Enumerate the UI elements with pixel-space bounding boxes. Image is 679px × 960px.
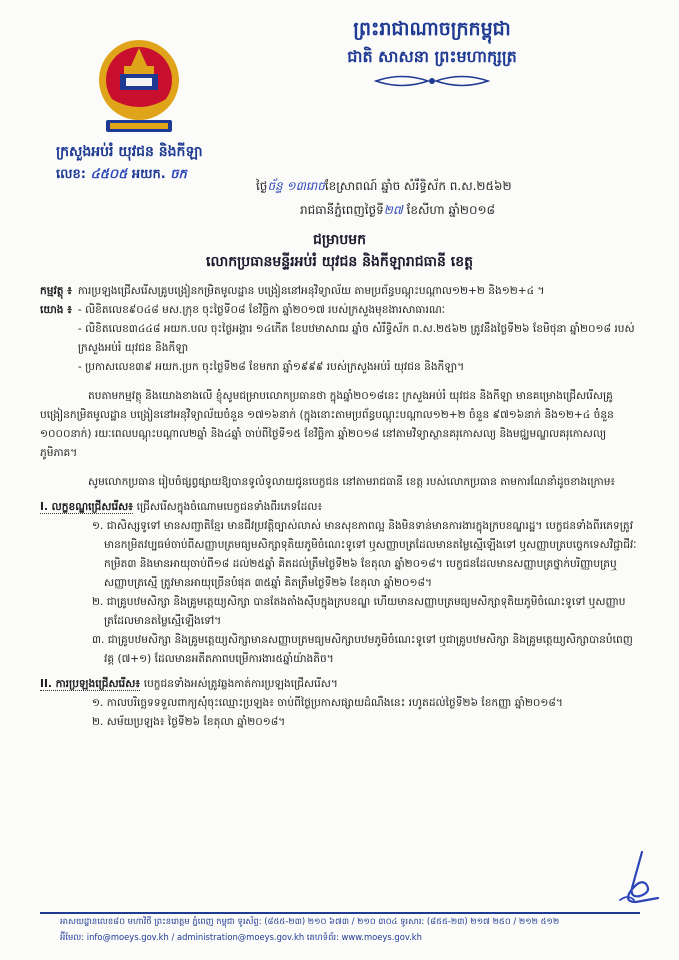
list-item: ១. ជាសិស្សទូទៅ មានសញ្ជាតិខ្មែរ មានជីវប្រវត្តិច្បាស់លាស់ មានសុខភាពល្អ និងមិនទាន់មានការងារក្នុងក្របខណ្ឌរដ្ឋ។ បេក្ខជនទាំងពីរភេទត្រូវមានកម្រិតវប្បធម៌ចាប់ពីសញ្ញាបត្រមធ្យមសិក្សាទុតិយភូមិចំណេះទូទៅ ឬសញ្ញាបត្រដែលមានតម្លៃស្មើឡើងទៅ ឬសញ្ញាបត្របច្ចេកទេសវិជ្ជាជីវៈកម្រិត៣ និងមានអាយុចាប់ពី១៨ ដល់២៥ឆ្នាំ គិតដល់ត្រឹមថ្ងៃទី២៦ ខែតុលា ឆ្នាំ២០១៨។ បេក្ខជនដែលមានសញ្ញាបត្រថ្នាក់បរិញ្ញាបត្រឬសញ្ញាបត្រស្មើ ត្រូវមានអាយុច្រើនបំផុត ៣៥ឆ្នាំ គិតត្រឹមថ្ងៃទី២៦ ខែតុលា ឆ្នាំ២០១៨។	[92, 520, 637, 589]
references-label: យោង ៖	[40, 304, 72, 316]
ornament-divider-icon	[372, 72, 492, 90]
doc-number-label: លេខ:	[56, 167, 86, 182]
subject-label: កម្មវត្ថុ ៖	[40, 285, 72, 297]
doc-number-suffix: អយក.	[131, 167, 166, 182]
salutation-respect: ជម្រាបមក	[312, 232, 367, 248]
solar-date-text: ខែសីហា ឆ្នាំ២០១៨	[406, 203, 496, 217]
reference-item: - លិខិតលេខ៩០៤៨ មស.ក្រុខ ចុះថ្ងៃទី០៨ ខែវិច្ឆិកា ឆ្នាំ២០១៧ របស់ក្រសួងមុខងារសាធារណៈ	[77, 304, 446, 316]
solar-date	[300, 202, 495, 220]
footer-address: អាសយដ្ឋានលេខ៨០ មហាវិថី ព្រះនរោត្តម ភ្នំពេញ កម្ពុជា ទូរស័ព្ទ: (៨៥៥-២៣) ២១០ ៦៧៣ / ២១០ ៣០៤ ទូរសារ: (៨៥៥-២៣) ២១៧ ២៥០ / ២១២ ៥១២	[60, 916, 560, 926]
subject-text: ការប្រឡងជ្រើសរើសគ្រូបង្រៀនកម្រិតមូលដ្ឋាន បង្រៀននៅអនុវិទ្យាល័យ តាមប្រព័ន្ធបណ្តុះបណ្តាល១២+២ និង១២+៤ ។	[77, 285, 545, 297]
list-item: ៣. ជាគ្រូបឋមសិក្សា និងគ្រូមត្តេយ្យសិក្សាមានសញ្ញាបត្រមធ្យមសិក្សាបឋមភូមិចំណេះទូទៅ ឬជាគ្រូបឋមសិក្សា និងគ្រូមត្តេយ្យសិក្សាបានបំពេញវគ្គ (៧+១) ដែលមានអតីតភាពបម្រើការងារ៥ឆ្នាំយ៉ាងតិច។	[92, 634, 633, 665]
references-list	[78, 301, 640, 377]
reference-item: - លិខិតលេខ៣៤៤៨ អយក.បល ចុះថ្ងៃអង្គារ ១៤កើត ខែបឋមាសាឍ ឆ្នាំច សំរឹទ្ធិស័ក ព.ស.២៥៦២ ត្រូវនឹងថ្ងៃទី២៦ ខែមិថុនា ឆ្នាំ២០១៨ របស់ក្រសួងអប់រំ យុវជន និងកីឡា	[77, 323, 635, 354]
ministry-emblem-icon	[92, 36, 186, 136]
list-item: ២. ជាគ្រូបឋមសិក្សា និងគ្រូមត្តេយ្យសិក្សា បានតែងតាំងស៊ីបក្នុងក្របខណ្ឌ ហើយមានសញ្ញាបត្រមធ្យមសិក្សាទុតិយភូមិចំណេះទូទៅ ឬសញ្ញាបត្រដែលមានតម្លៃស្មើឡើងទៅ។	[92, 596, 626, 627]
ministry-name: ក្រសួងអប់រំ យុវជន និងកីឡា	[56, 144, 203, 160]
section-1-intro: ជ្រើសរើសក្នុងចំណោមបេក្ខជនទាំងពីរភេទដែល៖	[136, 501, 323, 513]
doc-number-value: ៤៥០៥	[90, 167, 128, 182]
list-item: ១. កាលបរិច្ឆេទទទួលពាក្យសុំចុះឈ្មោះប្រឡង៖ ចាប់ពីថ្ងៃប្រកាសផ្សាយដំណឹងនេះ រហូតដល់ថ្ងៃទី២៦ ខែកញ្ញា ឆ្នាំ២០១៨។	[92, 697, 563, 709]
section-1-title: I. លក្ខខណ្ឌជ្រើសរើស៖	[40, 501, 133, 513]
list-item: ២. សម័យប្រឡង៖ ថ្ងៃទី២៦ ខែតុលា ឆ្នាំ២០១៨។	[92, 716, 286, 728]
section-1-heading	[40, 498, 640, 517]
kingdom-title: ព្រះរាជាណាចក្រកម្ពុជា	[353, 18, 511, 40]
section-2-title: II. ការប្រឡងជ្រើសរើស៖	[40, 678, 141, 690]
solar-date-prefix: រាជធានីភ្នំពេញថ្ងៃទី	[300, 203, 384, 217]
doc-number-hand: ចក	[170, 167, 187, 182]
lunar-date-text: ខែស្រាពណ៍ ឆ្នាំច សំរឹទ្ធិស័ក ព.ស.២៥៦២	[324, 179, 512, 193]
solar-date-hand: ២៧	[383, 203, 403, 217]
document-number	[56, 166, 187, 185]
body-paragraph: សូមលោកប្រធាន រៀបចំផ្សព្វផ្សាយឱ្យបានទូលំទូលាយជូនបេក្ខជន នៅតាមរាជធានី ខេត្ត របស់លោកប្រធាន តាមការណែនាំដូចខាងក្រោម៖	[88, 476, 616, 488]
section-2-heading	[40, 675, 640, 694]
national-motto: ជាតិ សាសនា ព្រះមហាក្សត្រ	[347, 47, 517, 66]
letter-body	[40, 282, 640, 732]
section-2-intro: បេក្ខជនទាំងអស់ត្រូវឆ្លងកាត់ការប្រឡងជ្រើសរើស។	[143, 678, 338, 690]
lunar-date-prefix: ថ្ងៃ	[256, 179, 268, 193]
footer-divider	[40, 912, 640, 914]
footer-contact: អ៊ីមែល: info@moeys.gov.kh / administration@moeys.gov.kh គេហទំព័រ: www.moeys.gov.kh	[60, 932, 422, 942]
references-row	[40, 301, 640, 377]
subject-row	[40, 282, 640, 301]
reference-item: - ប្រកាសលេខ៣៩ អយក.ប្រក ចុះថ្ងៃទី២៨ ខែមករា ឆ្នាំ១៩៩៩ របស់ក្រសួងអប់រំ យុវជន និងកីឡា។	[77, 361, 465, 373]
lunar-date-hand: ច័ន្ទ ១៣រោច	[267, 179, 325, 193]
lunar-date	[256, 178, 512, 196]
signature-icon	[612, 848, 664, 908]
body-paragraph: តបតាមកម្មវត្ថុ និងយោងខាងលើ ខ្ញុំសូមជម្រាបលោកប្រធានថា ក្នុងឆ្នាំ២០១៨នេះ ក្រសួងអប់រំ យុវជន និងកីឡា មានគម្រោងជ្រើសរើសគ្រូបង្រៀនកម្រិតមូលដ្ឋាន បង្រៀននៅអនុវិទ្យាល័យចំនួន ១៧១៦នាក់ (ក្នុងនោះតាមប្រព័ន្ធបណ្តុះបណ្តាល១២+២ ចំនួន ៩៧១៦នាក់ និង១២+៤ ចំនួន ១០០០នាក់) រយៈពេលបណ្តុះបណ្តាល២ឆ្នាំ និង៤ឆ្នាំ ចាប់ពីថ្ងៃទី១៥ ខែវិច្ឆិកា ឆ្នាំ២០១៨ នៅតាមវិទ្យាស្ថានគរុកោសល្យ និងមជ្ឈមណ្ឌលគរុកោសល្យភូមិភាគ។	[40, 390, 614, 459]
salutation-addressee: លោកប្រធានមន្ទីរអប់រំ យុវជន និងកីឡារាជធានី ខេត្ត	[206, 254, 473, 270]
